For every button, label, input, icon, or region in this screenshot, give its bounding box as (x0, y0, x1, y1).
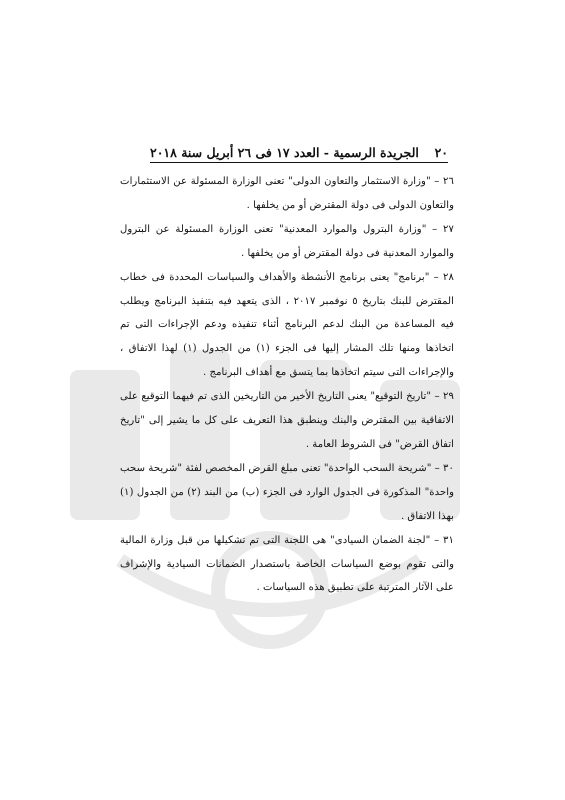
paragraph-number: ٢٨ (443, 271, 454, 283)
definition-paragraph: ٢٩ – "تاريخ التوقيع" يعنى التاريخ الأخير من التاريخين الذى تم فيهما التوقيع على الاتفاقية بين المقترض والبنك وينطبق هذا التعريف على كل ما يشير إلى "تاريخ اتفاق القرض" فى الشروط العامة . (120, 391, 454, 450)
paragraph-text: "شريحة السحب الواحدة" تعنى مبلغ القرض المخصص لفئة "شريحة سحب واحدة" المذكورة فى الجدول الوارد فى الجزء (ب) من البند (٢) من الجدول (١) بهذا الاتفاق . (120, 462, 454, 522)
paragraph-text: "برنامج" يعنى برنامج الأنشطة والأهداف والسياسات المحددة فى خطاب المقترض للبنك بتاريخ ٥ نوفمبر ٢٠١٧ ، الذى يتعهد فيه بتنفيذ البرنامج ويطلب فيه المساعدة من البنك لدعم البرنامج أثناء تنفيذه ودعم الإجراءات التى تم اتخاذها ومنها تلك المشار إليها فى الجزء (١) من الجدول (١) لهذا الاتفاق ، والإجراءات التى سيتم اتخاذها بما يتسق مع أهداف البرنامج . (120, 271, 454, 379)
paragraph-number: ٢٦ (443, 176, 454, 187)
journal-title: الجريدة الرسمية - العدد ١٧ فى ٢٦ أبريل سنة ٢٠١٨ (150, 145, 419, 160)
paragraph-number: ٢٩ (443, 391, 454, 403)
paragraph-number: ٣٠ (443, 462, 454, 474)
definition-paragraph: ٣٠ – "شريحة السحب الواحدة" تعنى مبلغ القرض المخصص لفئة "شريحة سحب واحدة" المذكورة فى الجدول الوارد فى الجزء (ب) من البند (٢) من الجدول (١) بهذا الاتفاق . (120, 462, 454, 522)
paragraph-text: "لجنة الضمان السيادى" هى اللجنة التى تم تشكيلها من قبل وزارة المالية والتى تقوم بوضع السياسات الخاصة باستصدار الضمانات السيادية والإشراف على الآثار المترتبة على تطبيق هذه السياسات . (120, 534, 454, 594)
paragraph-number: ٣١ (443, 534, 454, 546)
header-divider (150, 162, 448, 163)
definition-paragraph: ٢٦ – "وزارة الاستثمار والتعاون الدولى" تعنى الوزارة المسئولة عن الاستثمارات والتعاون الدولى فى دولة المقترض أو من يخلفها . (120, 176, 454, 211)
paragraph-text: "وزارة البترول والموارد المعدنية" تعنى الوزارة المسئولة عن البترول والموارد المعدنية فى دولة المقترض أو من يخلفها . (120, 223, 454, 259)
definition-paragraph: ٣١ – "لجنة الضمان السيادى" هى اللجنة التى تم تشكيلها من قبل وزارة المالية والتى تقوم بوضع السياسات الخاصة باستصدار الضمانات السيادية والإشراف على الآثار المترتبة على تطبيق هذه السياسات . (120, 534, 454, 594)
page-header (150, 138, 448, 160)
paragraph-text: "تاريخ التوقيع" يعنى التاريخ الأخير من التاريخين الذى تم فيهما التوقيع على الاتفاقية بين المقترض والبنك وينطبق هذا التعريف على كل ما يشير إلى "تاريخ اتفاق القرض" فى الشروط العامة . (120, 391, 454, 450)
definition-paragraph: ٢٧ – "وزارة البترول والموارد المعدنية" تعنى الوزارة المسئولة عن البترول والموارد المعدنية فى دولة المقترض أو من يخلفها . (120, 223, 454, 259)
paragraph-number: ٢٧ (443, 223, 454, 235)
document-body (120, 170, 454, 600)
page-number: ٢٠ (434, 145, 448, 160)
paragraph-text: "وزارة الاستثمار والتعاون الدولى" تعنى الوزارة المسئولة عن الاستثمارات والتعاون الدولى فى دولة المقترض أو من يخلفها . (120, 176, 454, 211)
definition-paragraph: ٢٨ – "برنامج" يعنى برنامج الأنشطة والأهداف والسياسات المحددة فى خطاب المقترض للبنك بتاريخ ٥ نوفمبر ٢٠١٧ ، الذى يتعهد فيه بتنفيذ البرنامج ويطلب فيه المساعدة من البنك لدعم البرنامج أثناء تنفيذه ودعم الإجراءات التى تم اتخاذها ومنها تلك المشار إليها فى الجزء (١) من الجدول (١) لهذا الاتفاق ، والإجراءات التى سيتم اتخاذها بما يتسق مع أهداف البرنامج . (120, 271, 454, 379)
